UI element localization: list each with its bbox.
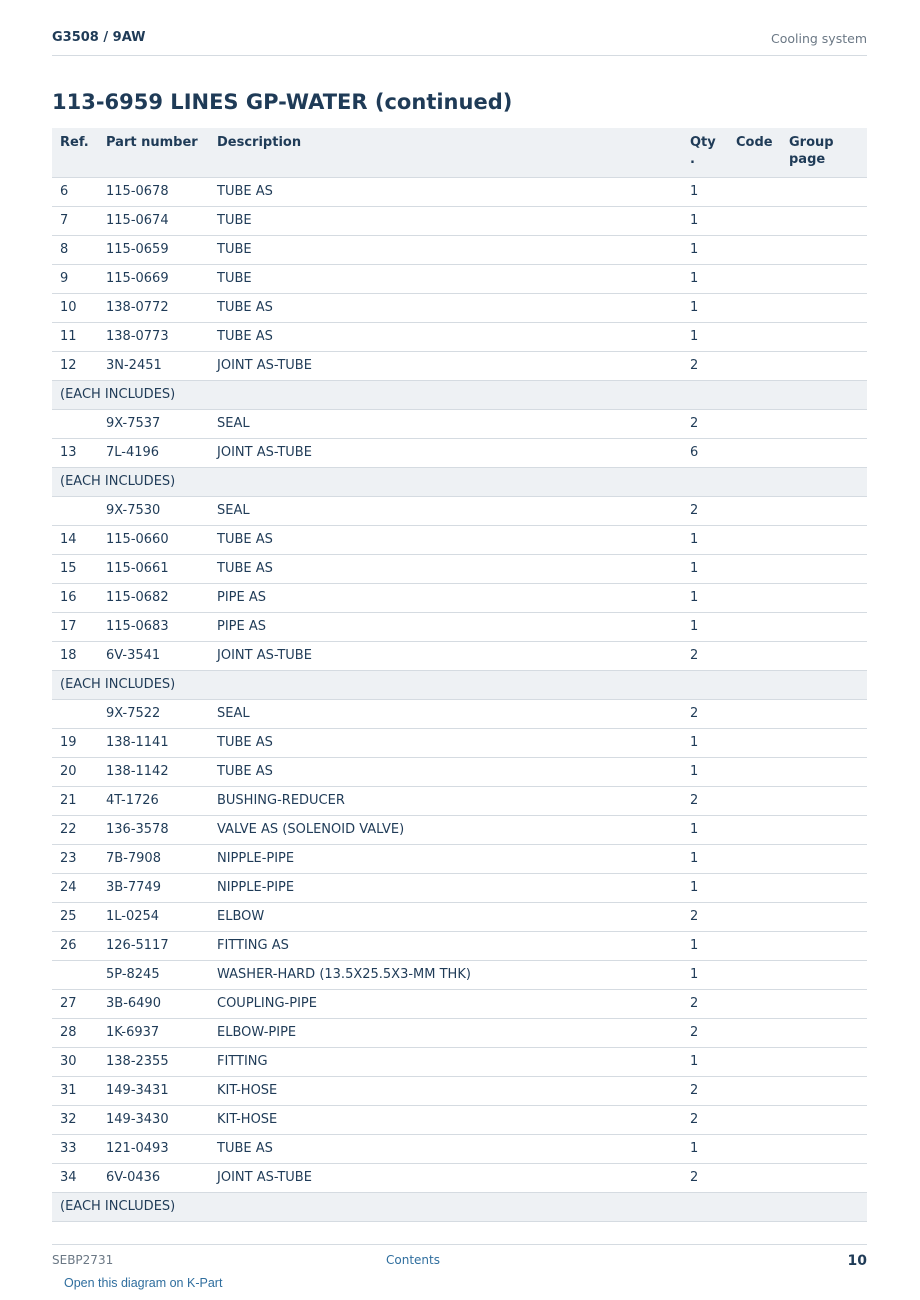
code-cell [728, 902, 781, 931]
part-number-cell: 115-0683 [98, 612, 209, 641]
description-cell: JOINT AS-TUBE [209, 438, 682, 467]
code-cell [728, 641, 781, 670]
qty-cell: 1 [682, 728, 728, 757]
group-page-cell [781, 496, 867, 525]
note-text: (EACH INCLUDES) [52, 1192, 867, 1221]
code-cell [728, 873, 781, 902]
table-row [52, 989, 867, 1018]
description-cell: JOINT AS-TUBE [209, 1163, 682, 1192]
group-page-cell [781, 293, 867, 322]
table-note-row [52, 467, 867, 496]
ref-cell: 16 [52, 583, 98, 612]
part-number-cell: 136-3578 [98, 815, 209, 844]
group-page-cell [781, 1076, 867, 1105]
description-cell: WASHER-HARD (13.5X25.5X3-MM THK) [209, 960, 682, 989]
table-row [52, 409, 867, 438]
column-header-description: Description [209, 128, 682, 177]
table-row [52, 554, 867, 583]
code-cell [728, 1105, 781, 1134]
table-note-row [52, 1192, 867, 1221]
part-number-cell: 7L-4196 [98, 438, 209, 467]
part-number-cell: 1L-0254 [98, 902, 209, 931]
description-cell: ELBOW [209, 902, 682, 931]
page-header [52, 28, 867, 56]
section-label: Cooling system [771, 31, 867, 46]
page-number: 10 [847, 1253, 867, 1269]
code-cell [728, 989, 781, 1018]
title-suffix: (continued) [367, 90, 513, 114]
part-number-cell: 115-0674 [98, 206, 209, 235]
qty-cell: 1 [682, 293, 728, 322]
part-number-cell: 138-1141 [98, 728, 209, 757]
ref-cell: 32 [52, 1105, 98, 1134]
column-header-ref: Ref. [52, 128, 98, 177]
table-row [52, 641, 867, 670]
part-number-cell: 138-1142 [98, 757, 209, 786]
column-header-code: Code [728, 128, 781, 177]
code-cell [728, 438, 781, 467]
qty-cell: 2 [682, 989, 728, 1018]
part-number-cell: 149-3431 [98, 1076, 209, 1105]
ref-cell [52, 409, 98, 438]
group-page-cell [781, 844, 867, 873]
qty-cell: 1 [682, 931, 728, 960]
contents-link[interactable]: Contents [386, 1253, 440, 1267]
table-row [52, 786, 867, 815]
qty-cell: 1 [682, 206, 728, 235]
table-row [52, 293, 867, 322]
ref-cell: 28 [52, 1018, 98, 1047]
ref-cell: 19 [52, 728, 98, 757]
ref-cell: 12 [52, 351, 98, 380]
table-row [52, 1076, 867, 1105]
ref-cell: 21 [52, 786, 98, 815]
ref-cell [52, 496, 98, 525]
ref-cell: 33 [52, 1134, 98, 1163]
qty-cell: 2 [682, 1163, 728, 1192]
code-cell [728, 177, 781, 206]
qty-cell: 1 [682, 235, 728, 264]
description-cell: JOINT AS-TUBE [209, 351, 682, 380]
qty-cell: 1 [682, 873, 728, 902]
part-number-cell: 3B-6490 [98, 989, 209, 1018]
code-cell [728, 264, 781, 293]
group-page-cell [781, 177, 867, 206]
group-page-cell [781, 757, 867, 786]
table-row [52, 583, 867, 612]
part-number-cell: 9X-7522 [98, 699, 209, 728]
column-header-part-number: Part number [98, 128, 209, 177]
code-cell [728, 815, 781, 844]
description-cell: TUBE AS [209, 525, 682, 554]
group-page-cell [781, 264, 867, 293]
group-page-cell [781, 1105, 867, 1134]
code-cell [728, 525, 781, 554]
table-row [52, 206, 867, 235]
parts-table-body [52, 177, 867, 1221]
description-cell: SEAL [209, 496, 682, 525]
group-page-cell [781, 728, 867, 757]
code-cell [728, 728, 781, 757]
code-cell [728, 1163, 781, 1192]
part-number-cell: 126-5117 [98, 931, 209, 960]
description-cell: TUBE [209, 235, 682, 264]
part-number-cell: 115-0659 [98, 235, 209, 264]
group-page-cell [781, 989, 867, 1018]
table-row [52, 235, 867, 264]
group-page-cell [781, 206, 867, 235]
description-cell: ELBOW-PIPE [209, 1018, 682, 1047]
group-page-cell [781, 1163, 867, 1192]
description-cell: PIPE AS [209, 612, 682, 641]
description-cell: NIPPLE-PIPE [209, 873, 682, 902]
part-number-cell: 9X-7537 [98, 409, 209, 438]
qty-cell: 2 [682, 496, 728, 525]
description-cell: PIPE AS [209, 583, 682, 612]
qty-cell: 2 [682, 641, 728, 670]
group-page-cell [781, 525, 867, 554]
code-cell [728, 1047, 781, 1076]
part-number-cell: 115-0661 [98, 554, 209, 583]
description-cell: KIT-HOSE [209, 1076, 682, 1105]
group-page-cell [781, 235, 867, 264]
group-page-cell [781, 554, 867, 583]
qty-cell: 2 [682, 902, 728, 931]
group-page-cell [781, 960, 867, 989]
qty-cell: 1 [682, 1134, 728, 1163]
ref-cell: 7 [52, 206, 98, 235]
part-number-cell: 7B-7908 [98, 844, 209, 873]
description-cell: FITTING AS [209, 931, 682, 960]
qty-cell: 2 [682, 1018, 728, 1047]
code-cell [728, 931, 781, 960]
table-row [52, 177, 867, 206]
ref-cell: 13 [52, 438, 98, 467]
group-page-cell [781, 438, 867, 467]
group-page-cell [781, 641, 867, 670]
ref-cell: 14 [52, 525, 98, 554]
table-note-row [52, 380, 867, 409]
table-row [52, 1018, 867, 1047]
table-row [52, 1105, 867, 1134]
code-cell [728, 409, 781, 438]
qty-cell: 1 [682, 177, 728, 206]
description-cell: TUBE AS [209, 293, 682, 322]
description-cell: BUSHING-REDUCER [209, 786, 682, 815]
group-page-cell [781, 699, 867, 728]
description-cell: KIT-HOSE [209, 1105, 682, 1134]
table-row [52, 351, 867, 380]
group-page-cell [781, 931, 867, 960]
description-cell: TUBE [209, 206, 682, 235]
table-row [52, 902, 867, 931]
part-number-cell: 149-3430 [98, 1105, 209, 1134]
code-cell [728, 1018, 781, 1047]
part-number-cell: 115-0669 [98, 264, 209, 293]
ref-cell: 31 [52, 1076, 98, 1105]
group-page-cell [781, 1134, 867, 1163]
table-row [52, 496, 867, 525]
part-number-cell: 138-0773 [98, 322, 209, 351]
group-page-cell [781, 873, 867, 902]
part-number-cell: 115-0660 [98, 525, 209, 554]
group-page-cell [781, 409, 867, 438]
table-row [52, 844, 867, 873]
note-text: (EACH INCLUDES) [52, 467, 867, 496]
description-cell: TUBE AS [209, 554, 682, 583]
column-header-group-page: Group page [781, 128, 867, 177]
part-number-cell: 121-0493 [98, 1134, 209, 1163]
ref-cell: 17 [52, 612, 98, 641]
part-number-cell: 6V-0436 [98, 1163, 209, 1192]
qty-cell: 1 [682, 525, 728, 554]
ref-cell: 9 [52, 264, 98, 293]
description-cell: NIPPLE-PIPE [209, 844, 682, 873]
part-number-cell: 6V-3541 [98, 641, 209, 670]
qty-cell: 1 [682, 844, 728, 873]
part-number-cell: 1K-6937 [98, 1018, 209, 1047]
table-row [52, 1047, 867, 1076]
part-number-cell: 115-0678 [98, 177, 209, 206]
table-header-row [52, 128, 867, 177]
table-row [52, 438, 867, 467]
qty-cell: 1 [682, 264, 728, 293]
description-cell: SEAL [209, 409, 682, 438]
qty-cell: 1 [682, 1047, 728, 1076]
group-title: 113-6959 LINES GP-WATER [52, 90, 368, 114]
ref-cell: 22 [52, 815, 98, 844]
code-cell [728, 960, 781, 989]
description-cell: TUBE [209, 264, 682, 293]
description-cell: SEAL [209, 699, 682, 728]
description-cell: COUPLING-PIPE [209, 989, 682, 1018]
ref-cell: 25 [52, 902, 98, 931]
parts-table [52, 128, 867, 1222]
description-cell: FITTING [209, 1047, 682, 1076]
table-row [52, 264, 867, 293]
code-cell [728, 351, 781, 380]
group-page-cell [781, 786, 867, 815]
description-cell: VALVE AS (SOLENOID VALVE) [209, 815, 682, 844]
code-cell [728, 293, 781, 322]
column-header-qty: Qty . [682, 128, 728, 177]
table-row [52, 322, 867, 351]
ref-cell [52, 699, 98, 728]
ref-cell: 30 [52, 1047, 98, 1076]
ref-cell: 18 [52, 641, 98, 670]
qty-cell: 2 [682, 409, 728, 438]
page-title [52, 90, 512, 114]
group-page-cell [781, 351, 867, 380]
ref-cell: 6 [52, 177, 98, 206]
ref-cell: 15 [52, 554, 98, 583]
group-page-cell [781, 1018, 867, 1047]
code-cell [728, 554, 781, 583]
note-text: (EACH INCLUDES) [52, 670, 867, 699]
table-row [52, 960, 867, 989]
part-number-cell: 138-0772 [98, 293, 209, 322]
note-text: (EACH INCLUDES) [52, 380, 867, 409]
part-number-cell: 115-0682 [98, 583, 209, 612]
table-row [52, 873, 867, 902]
code-cell [728, 583, 781, 612]
description-cell: JOINT AS-TUBE [209, 641, 682, 670]
table-row [52, 1134, 867, 1163]
part-number-cell: 4T-1726 [98, 786, 209, 815]
table-row [52, 699, 867, 728]
group-page-cell [781, 1047, 867, 1076]
group-page-cell [781, 322, 867, 351]
table-row [52, 757, 867, 786]
qty-cell: 2 [682, 699, 728, 728]
description-cell: TUBE AS [209, 177, 682, 206]
group-page-cell [781, 583, 867, 612]
part-number-cell: 3N-2451 [98, 351, 209, 380]
group-page-cell [781, 902, 867, 931]
ref-cell: 26 [52, 931, 98, 960]
group-page-cell [781, 815, 867, 844]
code-cell [728, 496, 781, 525]
qty-cell: 6 [682, 438, 728, 467]
code-cell [728, 786, 781, 815]
table-note-row [52, 670, 867, 699]
ref-cell: 20 [52, 757, 98, 786]
description-cell: TUBE AS [209, 728, 682, 757]
ref-cell: 24 [52, 873, 98, 902]
ref-cell: 8 [52, 235, 98, 264]
qty-cell: 1 [682, 583, 728, 612]
ref-cell: 27 [52, 989, 98, 1018]
document-id: SEBP2731 [52, 1253, 114, 1267]
table-row [52, 728, 867, 757]
table-row [52, 525, 867, 554]
part-number-cell: 9X-7530 [98, 496, 209, 525]
code-cell [728, 699, 781, 728]
part-number-cell: 138-2355 [98, 1047, 209, 1076]
code-cell [728, 844, 781, 873]
code-cell [728, 1134, 781, 1163]
code-cell [728, 757, 781, 786]
group-page-cell [781, 612, 867, 641]
ref-cell: 10 [52, 293, 98, 322]
code-cell [728, 322, 781, 351]
qty-cell: 2 [682, 1076, 728, 1105]
description-cell: TUBE AS [209, 322, 682, 351]
qty-cell: 1 [682, 322, 728, 351]
qty-cell: 1 [682, 554, 728, 583]
qty-cell: 1 [682, 960, 728, 989]
qty-cell: 2 [682, 1105, 728, 1134]
page-footer [52, 1244, 867, 1274]
qty-cell: 2 [682, 351, 728, 380]
ref-cell: 23 [52, 844, 98, 873]
table-row [52, 815, 867, 844]
description-cell: TUBE AS [209, 1134, 682, 1163]
code-cell [728, 206, 781, 235]
ref-cell [52, 960, 98, 989]
qty-cell: 1 [682, 757, 728, 786]
description-cell: TUBE AS [209, 757, 682, 786]
model-label: G3508 / 9AW [52, 30, 146, 45]
ref-cell: 11 [52, 322, 98, 351]
kpart-diagram-link[interactable]: Open this diagram on K-Part [64, 1276, 223, 1290]
ref-cell: 34 [52, 1163, 98, 1192]
qty-cell: 1 [682, 815, 728, 844]
qty-cell: 1 [682, 612, 728, 641]
part-number-cell: 3B-7749 [98, 873, 209, 902]
code-cell [728, 612, 781, 641]
code-cell [728, 1076, 781, 1105]
table-row [52, 612, 867, 641]
code-cell [728, 235, 781, 264]
table-row [52, 931, 867, 960]
table-row [52, 1163, 867, 1192]
part-number-cell: 5P-8245 [98, 960, 209, 989]
qty-cell: 2 [682, 786, 728, 815]
